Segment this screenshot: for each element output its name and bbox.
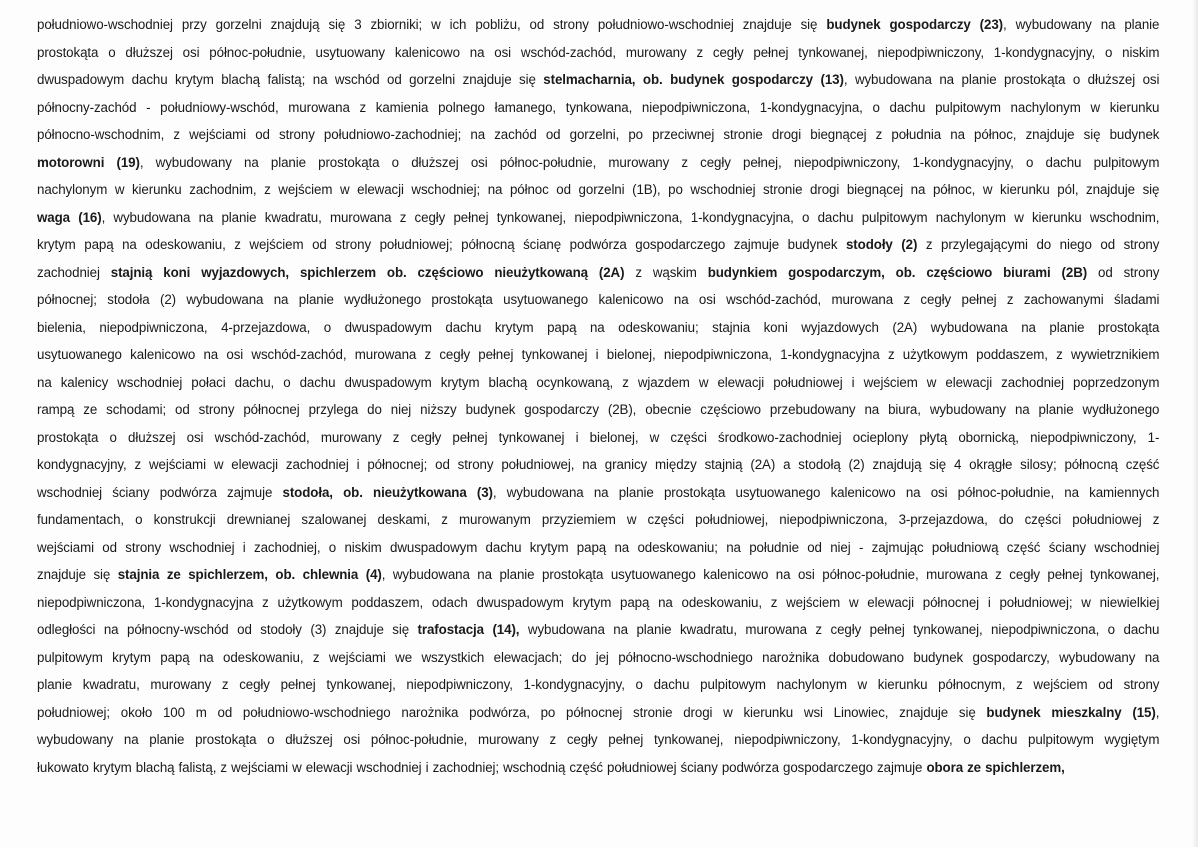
text-line bbox=[37, 590, 1159, 618]
text-line bbox=[37, 535, 1159, 563]
text-segment: usytuowanego kalenicowo na osi wschód-zachód, murowana z cegły pełnej tynkowanej i bielonej, niepodpiwniczona, 1-kondygnacyjna z użytkowym poddaszem, z wywietrznikiem bbox=[37, 347, 1160, 363]
text-segment: planie kwadratu, murowany z cegły pełnej tynkowanej, niepodpiwniczony, 1-kondygnacyjny, o dachu pulpitowym nachylonym w kierunku północnym, z wejściem od strony bbox=[37, 677, 1160, 693]
text-segment: , wybudowany na planie prostokąta o dłuższej osi północ-południe, murowany z cegły pełnej, niepodpiwniczony, 1-kondygnacyjny, o dachu pulpitowym bbox=[139, 154, 1160, 171]
text-segment: północnej; stodoła (2) wybudowana na planie wydłużonego prostokąta usytuowanego kalenicowo na osi wschód-zachód, murowana z cegły pełnej z zachowanymi śladami bbox=[37, 292, 1160, 308]
text-line bbox=[37, 645, 1159, 673]
text-segment: bielenia, niepodpiwniczona, 4-przejazdowa, o dwuspadowym dachu krytym papą na odeskowaniu; stajnia koni wyjazdowych (2A) wybudowana na planie prostokąta bbox=[37, 319, 1160, 336]
bold-building-name: stelmacharnia, ob. budynek gospodarczy (13) bbox=[543, 72, 844, 88]
bold-building-name: budynek gospodarczy (23) bbox=[826, 17, 1004, 33]
text-line bbox=[37, 232, 1159, 260]
text-segment: wschodniej ściany podwórza zajmuje bbox=[37, 484, 283, 501]
text-line bbox=[37, 755, 1159, 783]
bold-building-name: obora ze spichlerzem, bbox=[926, 759, 1065, 776]
scan-edge-shadow bbox=[1192, 0, 1198, 847]
text-line bbox=[37, 562, 1159, 590]
bold-building-name: waga (16) bbox=[37, 209, 102, 226]
text-segment: niepodpiwniczona, 1-kondygnacyjna z użytkowym poddaszem, odach dwuspadowym krytym papą na odeskowaniu, z wejściem w elewacji północnej i południowej; w niewielkiej bbox=[37, 594, 1160, 611]
text-line bbox=[37, 342, 1159, 370]
text-segment: południowej; około 100 m od południowo-wschodniego narożnika podwórza, po północnej stronie drogi w kierunku wsi Linowiec, znajduje się bbox=[37, 704, 987, 721]
bold-building-name: stajnią koni wyjazdowych, spichlerzem ob. częściowo nieużytkowaną (2A) bbox=[110, 264, 625, 281]
bold-building-name: motorowni (19) bbox=[37, 154, 140, 171]
text-segment: znajduje się bbox=[37, 567, 118, 583]
text-segment: prostokąta o dłuższej osi wschód-zachód, murowany z cegły pełnej tynkowanej i bielonej, w części środkowo-zachodniej ocieplony płytą obornicką, niepodpiwniczony, 1- bbox=[37, 429, 1160, 446]
text-segment: wejściami od strony wschodniej i zachodniej, o niskim dwuspadowym dachu krytym papą na odeskowaniu; na południe od niej - zajmując południową część ściany wschodniej bbox=[37, 539, 1160, 556]
text-segment: , wybudowana na planie prostokąta usytuowanego kalenicowo na osi północ-południe, na kamiennych bbox=[492, 484, 1160, 501]
text-segment: , wybudowana na planie prostokąta usytuowanego kalenicowo na osi północ-południe, murowana z cegły pełnej tynkowanej, bbox=[381, 567, 1160, 583]
text-segment: , wybudowana na planie kwadratu, murowana z cegły pełnej tynkowanej, niepodpiwniczona, 1-kondygnacyjna, o dachu pulpitowym nachylonym w kierunku wschodnim, bbox=[101, 209, 1160, 226]
text-line bbox=[37, 425, 1159, 453]
text-segment: , wybudowany na planie bbox=[1003, 17, 1160, 33]
text-segment: od strony bbox=[1087, 264, 1160, 281]
text-segment: północny-zachód - południowy-wschód, murowana z kamienia polnego łamanego, tynkowana, niepodpiwniczona, 1-kondygnacyjna, o dachu pulpitowym nachylonym w kierunku bbox=[37, 99, 1160, 116]
text-line bbox=[37, 122, 1159, 150]
text-line bbox=[37, 205, 1159, 233]
text-segment: rampą ze schodami; od strony północnej przylega do niej niższy budynek gospodarczy (2B), obecnie częściowo przebudowany na biura, wybudowany na planie wydłużonego bbox=[37, 402, 1160, 418]
text-line bbox=[37, 617, 1159, 645]
text-segment: fundamentach, o konstrukcji drewnianej szalowanej deskami, z murowanym przyziemiem w części południowej, niepodpiwniczona, 3-przejazdowa, do części południowej z bbox=[37, 512, 1160, 528]
text-segment: wybudowana na planie kwadratu, murowana z cegły pełnej tynkowanej, niepodpiwniczona, o dachu bbox=[519, 622, 1160, 638]
text-line bbox=[37, 40, 1159, 68]
text-segment: dwuspadowym dachu krytym blachą falistą; na wschód od gorzelni znajduje się bbox=[37, 72, 544, 88]
text-line bbox=[37, 700, 1159, 728]
text-line bbox=[37, 150, 1159, 178]
text-segment: wybudowany na planie prostokąta o dłuższej osi północ-południe, murowany z cegły pełnej tynkowanej, niepodpiwniczony, 1-kondygnacyjny, o dachu pulpitowym wygiętym bbox=[37, 732, 1160, 748]
text-segment: północno-wschodnim, z wejściami od strony południowo-zachodniej; na zachód od gorzelni, po przeciwnej stronie drogi biegnącej z południa na północ, znajduje się budynek bbox=[37, 127, 1160, 143]
text-line bbox=[37, 315, 1159, 343]
text-line bbox=[37, 480, 1159, 508]
text-segment: kondygnacyjny, z wejściami w elewacji zachodniej i północnej; od strony południowej, na granicy między stajnią (2A) a stodołą (2) znajdują się 4 okrągłe silosy; północną część bbox=[37, 457, 1160, 473]
text-line bbox=[37, 95, 1159, 123]
text-segment: południowo-wschodniej przy gorzelni znajdują się 3 zbiorniki; w ich pobliżu, od strony południowo-wschodniej znajduje się bbox=[37, 17, 827, 33]
text-line bbox=[37, 370, 1159, 398]
bold-building-name: trafostacja (14), bbox=[417, 622, 520, 638]
document-body-text bbox=[37, 12, 1159, 782]
text-segment: prostokąta o dłuższej osi północ-południe, usytuowany kalenicowo na osi wschód-zachód, murowany z cegły pełnej tynkowanej, niepodpiwniczony, 1-kondygnacyjny, o niskim bbox=[37, 44, 1160, 61]
text-segment: odległości na północny-wschód od stodoły (3) znajduje się bbox=[37, 622, 418, 638]
bold-building-name: stodoły (2) bbox=[845, 237, 918, 253]
text-segment: , wybudowana na planie prostokąta o dłuższej osi bbox=[843, 72, 1160, 88]
bold-building-name: budynkiem gospodarczym, ob. częściowo biurami (2B) bbox=[707, 264, 1088, 281]
text-line bbox=[37, 452, 1159, 480]
text-line bbox=[37, 397, 1159, 425]
text-segment: na kalenicy wschodniej połaci dachu, o dachu dwuspadowym krytym blachą ocynkowaną, z wjazdem w elewacji południowej i wejściem w elewacji zachodniej poprzedzonym bbox=[37, 374, 1160, 391]
text-line bbox=[37, 260, 1159, 288]
text-line bbox=[37, 177, 1159, 205]
text-segment: z wąskim bbox=[624, 264, 708, 281]
text-line bbox=[37, 12, 1159, 40]
text-segment: zachodniej bbox=[37, 264, 111, 281]
bold-building-name: budynek mieszkalny (15) bbox=[986, 704, 1156, 721]
text-segment: nachylonym w kierunku zachodnim, z wejściem w elewacji wschodniej; na północ od gorzelni (1B), po wschodniej stronie drogi biegnącej na północ, w kierunku pól, znajduje się bbox=[37, 182, 1160, 198]
text-segment: pulpitowym krytym papą na odeskowaniu, z wejściami we wszystkich elewacjach; do jej północno-wschodniego narożnika dobudowano budynek gospodarczy, wybudowany na bbox=[37, 649, 1160, 666]
text-segment: krytym papą na odeskowaniu, z wejściem od strony południowej; północną ścianę podwórza gospodarczego zajmuje budynek bbox=[37, 237, 846, 253]
bold-building-name: stajnia ze spichlerzem, ob. chlewnia (4) bbox=[117, 567, 382, 583]
text-line bbox=[37, 507, 1159, 535]
text-line bbox=[37, 67, 1159, 95]
bold-building-name: stodoła, ob. nieużytkowana (3) bbox=[282, 484, 493, 501]
text-segment: , bbox=[1155, 704, 1160, 721]
text-segment: łukowato krytym blachą falistą, z wejściami w elewacji wschodniej i zachodniej; wschodnią część południowej ściany podwórza gospodarczego zajmuje bbox=[37, 759, 927, 776]
text-line bbox=[37, 287, 1159, 315]
text-line bbox=[37, 672, 1159, 700]
text-segment: z przylegającymi do niego od strony bbox=[917, 237, 1160, 253]
text-line bbox=[37, 727, 1159, 755]
